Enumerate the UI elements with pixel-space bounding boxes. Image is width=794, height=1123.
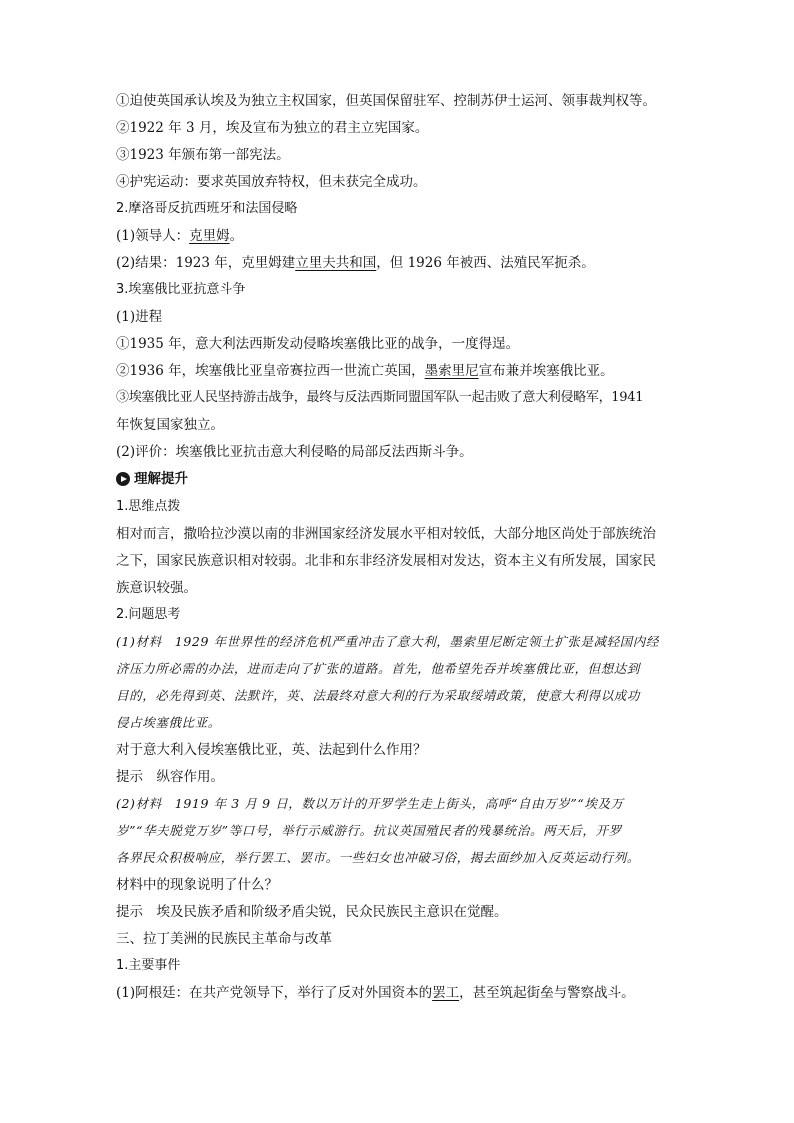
egypt-item-4: ④护宪运动：要求英国放弃特权，但未获完全成功。 [116,174,427,190]
ethiopia-point-2-underlined: 墨索里尼 [424,363,479,379]
morocco-result-suffix: ，但 1926 年被西、法殖民军扼杀。 [376,255,595,271]
q2-material-line-1: (2)材料 1919 年 3 月 9 日，数以万计的开罗学生走上街头，高呼“自由万岁”“埃及万 [116,796,624,811]
egypt-item-1: ①迫使英国承认埃及为独立主权国家，但英国保留驻军、控制苏伊士运河、领事裁判权等。 [116,93,656,109]
q2-material-line-3: 各界民众积极响应，举行罢工、罢市。一些妇女也冲破习俗，揭去面纱加入反英运动行列。 [116,850,641,865]
egypt-item-3: ③1923 年颁布第一部宪法。 [116,147,290,163]
ethiopia-point-2 [116,362,614,380]
q1-material-line-2: 济压力所必需的办法，进而走向了扩张的道路。首先，他希望先吞并埃塞俄比亚，但想达到 [116,661,641,676]
q2-hint: 提示 埃及民族矛盾和阶级矛盾尖锐，民众民族民主意识在觉醒。 [116,904,508,920]
thinking-line-3: 族意识较强。 [116,580,197,596]
morocco-leader-name: 克里姆 [189,228,230,244]
thinking-line-1: 相对而言，撒哈拉沙漠以南的非洲国家经济发展水平相对较低，大部分地区尚处于部族统治 [116,526,656,542]
ethiopia-process: (1)进程 [116,309,163,325]
thinking-line-2: 之下，国家民族意识相对较弱。北非和东非经济发展相对发达，资本主义有所发展，国家民 [116,553,656,569]
q2-material-line-2: 岁”“华夫脱党万岁”等口号，举行示威游行。抗议英国殖民者的残暴统治。两天后，开罗 [116,823,622,838]
argentina-underlined: 罢工 [432,985,460,1001]
egypt-item-2: ②1922 年 3 月，埃及宣布为独立的君主立宪国家。 [116,120,429,136]
argentina-prefix: (1)阿根廷：在共产党领导下，举行了反对外国资本的 [116,985,433,1001]
q1-hint: 提示 纵容作用。 [116,769,224,785]
ethiopia-point-3-line-1: ③埃塞俄比亚人民坚持游击战争，最终与反法西斯同盟国军队一起击败了意大利侵略军，1941 [116,390,644,405]
argentina-line [116,984,635,1002]
q1-material-line-3: 目的，必先得到英、法默许，英、法最终对意大利的行为采取绥靖政策，使意大利得以成功 [116,688,641,703]
ethiopia-point-3-line-2: 年恢复国家独立。 [116,417,224,433]
q1-material-line-1: (1)材料 1929 年世界性的经济危机严重冲击了意大利，墨索里尼断定领土扩张是减轻国内经 [116,634,659,649]
q1-material-line-4: 侵占埃塞俄比亚。 [116,715,221,730]
q2-question: 材料中的现象说明了什么？ [116,877,278,893]
morocco-result-prefix: (2)结果：1923 年，克里姆建 [116,255,296,271]
morocco-title: 2.摩洛哥反抗西班牙和法国侵略 [116,201,298,216]
ethiopia-title: 3.埃塞俄比亚抗意斗争 [116,282,246,297]
morocco-leader-prefix: (1)领导人： [116,228,190,244]
understanding-heading-text: 理解提升 [134,471,188,487]
understanding-heading [116,470,188,488]
argentina-suffix: ，甚至筑起街垒与警察战斗。 [459,985,635,1001]
morocco-leader [116,227,243,245]
ethiopia-point-2-suffix: 宣布兼并埃塞俄比亚。 [478,363,614,379]
question-title: 2.问题思考 [116,607,181,622]
morocco-result-underlined: 立里夫共和国 [295,255,377,271]
morocco-result [116,254,595,272]
morocco-leader-suffix: 。 [229,228,244,244]
play-icon [116,472,130,486]
ethiopia-evaluation: (2)评价：埃塞俄比亚抗击意大利侵略的局部反法西斯斗争。 [116,444,473,460]
q1-question: 对于意大利入侵埃塞俄比亚，英、法起到什么作用？ [116,742,427,758]
thinking-title: 1.思维点拨 [116,499,181,514]
latin-america-heading: 三、拉丁美洲的民族民主革命与改革 [116,931,332,947]
main-events-title: 1.主要事件 [116,958,181,973]
ethiopia-point-1: ①1935 年，意大利法西斯发动侵略埃塞俄比亚的战争，一度得逞。 [116,336,520,352]
ethiopia-point-2-prefix: ②1936 年，埃塞俄比亚皇帝赛拉西一世流亡英国， [116,363,425,379]
